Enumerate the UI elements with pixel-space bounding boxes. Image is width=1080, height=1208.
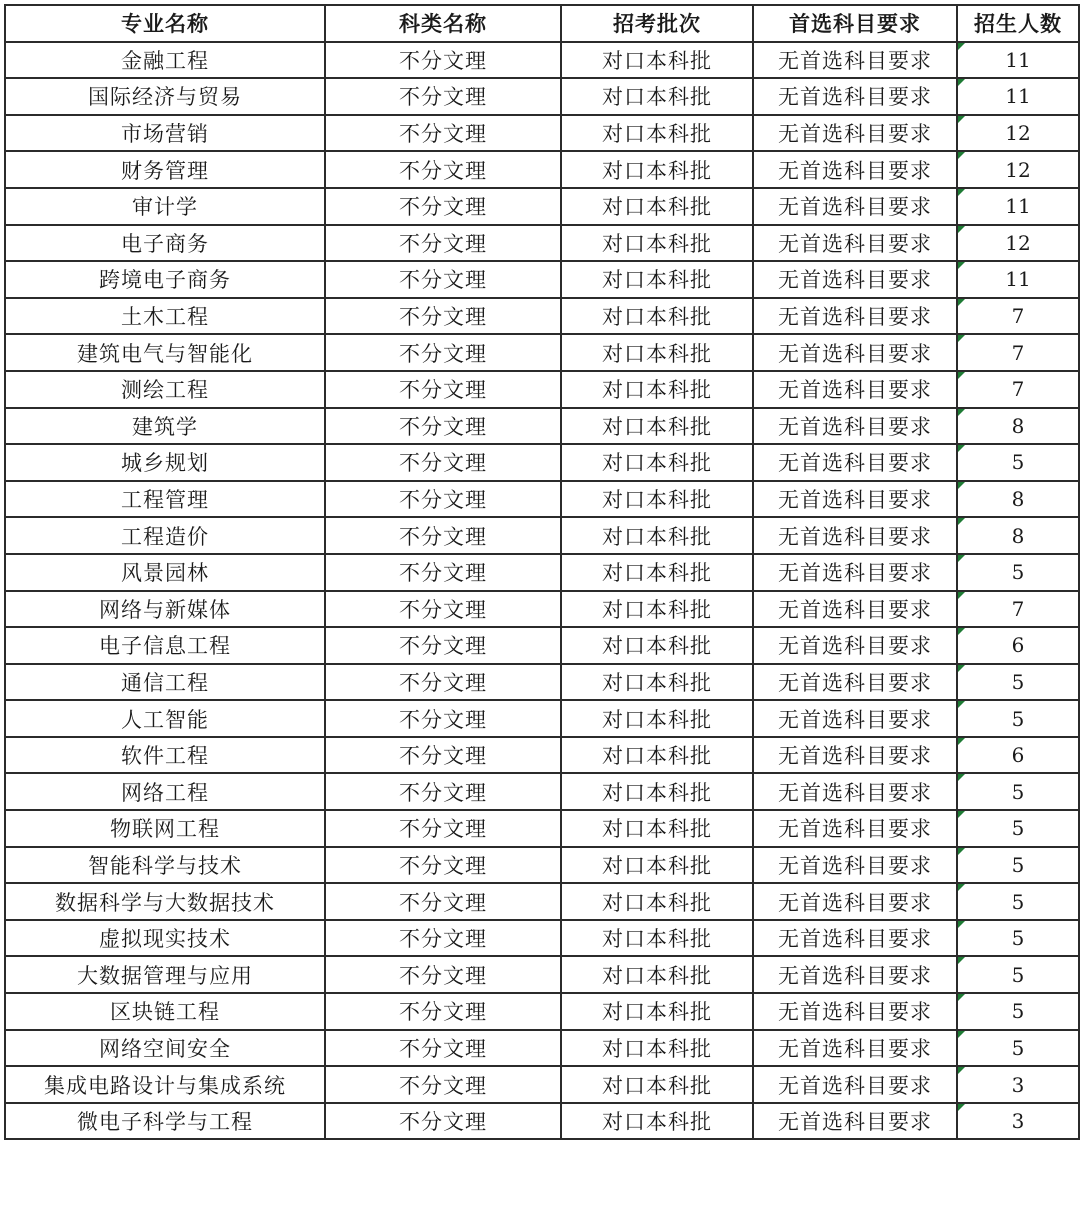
table-row: [5, 664, 1079, 701]
category-cell[interactable]: 不分文理: [325, 810, 561, 847]
enrollment-count-cell[interactable]: [957, 773, 1079, 810]
table-row: [5, 42, 1079, 79]
category-cell[interactable]: 不分文理: [325, 591, 561, 628]
major-name-cell[interactable]: 大数据管理与应用: [5, 956, 325, 993]
major-name-cell[interactable]: 风景园林: [5, 554, 325, 591]
category-cell[interactable]: 不分文理: [325, 1030, 561, 1067]
enrollment-count-value: 5: [1011, 706, 1025, 731]
enrollment-count-cell[interactable]: [957, 591, 1079, 628]
batch-cell[interactable]: 对口本科批: [561, 627, 753, 664]
enrollment-count-cell[interactable]: [957, 188, 1079, 225]
enrollment-count-value: 6: [1011, 633, 1025, 658]
subject-requirement-cell[interactable]: 无首选科目要求: [753, 78, 957, 115]
enrollment-count-cell[interactable]: [957, 627, 1079, 664]
number-stored-as-text-indicator-icon: [958, 189, 965, 196]
subject-requirement-cell[interactable]: 无首选科目要求: [753, 883, 957, 920]
table-row: [5, 847, 1079, 884]
enrollment-count-value: 11: [1005, 267, 1031, 292]
enrollment-count-cell[interactable]: [957, 78, 1079, 115]
category-cell[interactable]: 不分文理: [325, 261, 561, 298]
enrollment-count-value: 5: [1011, 1035, 1025, 1060]
number-stored-as-text-indicator-icon: [958, 628, 965, 635]
number-stored-as-text-indicator-icon: [958, 299, 965, 306]
enrollment-count-cell[interactable]: [957, 151, 1079, 188]
enrollment-count-cell[interactable]: [957, 1066, 1079, 1103]
batch-cell[interactable]: 对口本科批: [561, 883, 753, 920]
number-stored-as-text-indicator-icon: [958, 79, 965, 86]
enrollment-count-cell[interactable]: [957, 700, 1079, 737]
batch-cell[interactable]: 对口本科批: [561, 847, 753, 884]
major-name-cell[interactable]: 区块链工程: [5, 993, 325, 1030]
table-row: [5, 261, 1079, 298]
table-row: [5, 334, 1079, 371]
major-name-cell[interactable]: 国际经济与贸易: [5, 78, 325, 115]
batch-cell[interactable]: 对口本科批: [561, 225, 753, 262]
subject-requirement-cell[interactable]: 无首选科目要求: [753, 993, 957, 1030]
batch-cell[interactable]: 对口本科批: [561, 1103, 753, 1140]
number-stored-as-text-indicator-icon: [958, 409, 965, 416]
subject-requirement-cell[interactable]: 无首选科目要求: [753, 261, 957, 298]
major-name-cell[interactable]: 金融工程: [5, 42, 325, 79]
table-row: [5, 883, 1079, 920]
enrollment-count-cell[interactable]: [957, 225, 1079, 262]
enrollment-count-value: 5: [1011, 962, 1025, 987]
enrollment-count-value: 7: [1011, 340, 1025, 365]
enrollment-count-cell[interactable]: [957, 371, 1079, 408]
subject-requirement-cell[interactable]: 无首选科目要求: [753, 42, 957, 79]
number-stored-as-text-indicator-icon: [958, 665, 965, 672]
table-body: [5, 42, 1079, 1140]
table-row: [5, 993, 1079, 1030]
batch-cell[interactable]: 对口本科批: [561, 591, 753, 628]
batch-cell[interactable]: 对口本科批: [561, 554, 753, 591]
batch-cell[interactable]: 对口本科批: [561, 408, 753, 445]
category-cell[interactable]: 不分文理: [325, 737, 561, 774]
category-cell[interactable]: 不分文理: [325, 42, 561, 79]
number-stored-as-text-indicator-icon: [958, 152, 965, 159]
subject-requirement-cell[interactable]: 无首选科目要求: [753, 517, 957, 554]
major-name-cell[interactable]: 工程管理: [5, 481, 325, 518]
major-name-cell[interactable]: 审计学: [5, 188, 325, 225]
table-row: [5, 1066, 1079, 1103]
enrollment-count-value: 11: [1005, 47, 1031, 72]
table-row: [5, 78, 1079, 115]
number-stored-as-text-indicator-icon: [958, 592, 965, 599]
category-cell[interactable]: 不分文理: [325, 225, 561, 262]
enrollment-count-cell[interactable]: [957, 920, 1079, 957]
number-stored-as-text-indicator-icon: [958, 848, 965, 855]
batch-cell[interactable]: 对口本科批: [561, 920, 753, 957]
enrollment-count-cell[interactable]: [957, 261, 1079, 298]
category-cell[interactable]: 不分文理: [325, 554, 561, 591]
enrollment-count-cell[interactable]: [957, 517, 1079, 554]
batch-cell[interactable]: 对口本科批: [561, 773, 753, 810]
table-row: [5, 956, 1079, 993]
enrollment-count-cell[interactable]: [957, 1103, 1079, 1140]
enrollment-count-value: 6: [1011, 743, 1025, 768]
major-name-cell[interactable]: 通信工程: [5, 664, 325, 701]
major-name-cell[interactable]: 微电子科学与工程: [5, 1103, 325, 1140]
subject-requirement-cell[interactable]: 无首选科目要求: [753, 664, 957, 701]
number-stored-as-text-indicator-icon: [958, 43, 965, 50]
category-cell[interactable]: 不分文理: [325, 517, 561, 554]
major-name-cell[interactable]: 城乡规划: [5, 444, 325, 481]
table-row: [5, 1030, 1079, 1067]
major-name-cell[interactable]: 电子信息工程: [5, 627, 325, 664]
batch-cell[interactable]: 对口本科批: [561, 664, 753, 701]
table-row: [5, 773, 1079, 810]
table-row: [5, 554, 1079, 591]
enrollment-table-container: [4, 4, 1078, 1140]
category-cell[interactable]: 不分文理: [325, 151, 561, 188]
enrollment-count-value: 7: [1011, 377, 1025, 402]
table-header-row: [5, 5, 1079, 42]
batch-cell[interactable]: 对口本科批: [561, 993, 753, 1030]
major-name-cell[interactable]: 网络与新媒体: [5, 591, 325, 628]
table-row: [5, 627, 1079, 664]
enrollment-count-cell[interactable]: [957, 956, 1079, 993]
number-stored-as-text-indicator-icon: [958, 884, 965, 891]
subject-requirement-cell[interactable]: 无首选科目要求: [753, 298, 957, 335]
table-row: [5, 115, 1079, 152]
enrollment-count-cell[interactable]: [957, 408, 1079, 445]
category-cell[interactable]: 不分文理: [325, 664, 561, 701]
subject-requirement-cell[interactable]: 无首选科目要求: [753, 1030, 957, 1067]
header-admission-batch: 招考批次: [561, 5, 753, 42]
number-stored-as-text-indicator-icon: [958, 1104, 965, 1111]
table-row: [5, 298, 1079, 335]
enrollment-count-cell[interactable]: [957, 1030, 1079, 1067]
enrollment-count-value: 5: [1011, 669, 1025, 694]
number-stored-as-text-indicator-icon: [958, 482, 965, 489]
number-stored-as-text-indicator-icon: [958, 445, 965, 452]
subject-requirement-cell[interactable]: 无首选科目要求: [753, 151, 957, 188]
batch-cell[interactable]: 对口本科批: [561, 78, 753, 115]
number-stored-as-text-indicator-icon: [958, 921, 965, 928]
batch-cell[interactable]: 对口本科批: [561, 115, 753, 152]
category-cell[interactable]: 不分文理: [325, 371, 561, 408]
batch-cell[interactable]: 对口本科批: [561, 151, 753, 188]
category-cell[interactable]: 不分文理: [325, 188, 561, 225]
subject-requirement-cell[interactable]: 无首选科目要求: [753, 956, 957, 993]
header-major-name: 专业名称: [5, 5, 325, 42]
number-stored-as-text-indicator-icon: [958, 1031, 965, 1038]
number-stored-as-text-indicator-icon: [958, 335, 965, 342]
subject-requirement-cell[interactable]: 无首选科目要求: [753, 225, 957, 262]
table-row: [5, 700, 1079, 737]
enrollment-count-value: 5: [1011, 450, 1025, 475]
enrollment-count-cell[interactable]: [957, 115, 1079, 152]
enrollment-count-value: 7: [1011, 596, 1025, 621]
major-name-cell[interactable]: 虚拟现实技术: [5, 920, 325, 957]
enrollment-count-cell[interactable]: [957, 554, 1079, 591]
category-cell[interactable]: 不分文理: [325, 444, 561, 481]
table-row: [5, 371, 1079, 408]
number-stored-as-text-indicator-icon: [958, 774, 965, 781]
enrollment-count-value: 5: [1011, 889, 1025, 914]
batch-cell[interactable]: 对口本科批: [561, 1030, 753, 1067]
category-cell[interactable]: 不分文理: [325, 883, 561, 920]
enrollment-count-value: 5: [1011, 816, 1025, 841]
table-row: [5, 444, 1079, 481]
category-cell[interactable]: 不分文理: [325, 481, 561, 518]
enrollment-count-cell[interactable]: [957, 42, 1079, 79]
table-row: [5, 737, 1079, 774]
category-cell[interactable]: 不分文理: [325, 847, 561, 884]
table-row: [5, 1103, 1079, 1140]
number-stored-as-text-indicator-icon: [958, 518, 965, 525]
enrollment-count-cell[interactable]: [957, 334, 1079, 371]
category-cell[interactable]: 不分文理: [325, 334, 561, 371]
number-stored-as-text-indicator-icon: [958, 701, 965, 708]
table-row: [5, 225, 1079, 262]
subject-requirement-cell[interactable]: 无首选科目要求: [753, 371, 957, 408]
enrollment-count-cell[interactable]: [957, 993, 1079, 1030]
enrollment-count-value: 5: [1011, 852, 1025, 877]
batch-cell[interactable]: 对口本科批: [561, 334, 753, 371]
subject-requirement-cell[interactable]: 无首选科目要求: [753, 920, 957, 957]
subject-requirement-cell[interactable]: 无首选科目要求: [753, 408, 957, 445]
major-name-cell[interactable]: 市场营销: [5, 115, 325, 152]
enrollment-count-cell[interactable]: [957, 847, 1079, 884]
number-stored-as-text-indicator-icon: [958, 262, 965, 269]
major-name-cell[interactable]: 智能科学与技术: [5, 847, 325, 884]
enrollment-count-value: 5: [1011, 999, 1025, 1024]
category-cell[interactable]: 不分文理: [325, 1066, 561, 1103]
number-stored-as-text-indicator-icon: [958, 738, 965, 745]
major-name-cell[interactable]: 集成电路设计与集成系统: [5, 1066, 325, 1103]
header-category-name: 科类名称: [325, 5, 561, 42]
category-cell[interactable]: 不分文理: [325, 773, 561, 810]
enrollment-count-value: 5: [1011, 560, 1025, 585]
enrollment-count-value: 8: [1011, 413, 1025, 438]
major-name-cell[interactable]: 物联网工程: [5, 810, 325, 847]
subject-requirement-cell[interactable]: 无首选科目要求: [753, 847, 957, 884]
header-enrollment-count: 招生人数: [957, 5, 1079, 42]
major-name-cell[interactable]: 建筑电气与智能化: [5, 334, 325, 371]
enrollment-count-value: 3: [1011, 1072, 1025, 1097]
major-name-cell[interactable]: 土木工程: [5, 298, 325, 335]
header-preferred-subject: 首选科目要求: [753, 5, 957, 42]
number-stored-as-text-indicator-icon: [958, 555, 965, 562]
major-name-cell[interactable]: 软件工程: [5, 737, 325, 774]
number-stored-as-text-indicator-icon: [958, 994, 965, 1001]
major-name-cell[interactable]: 网络工程: [5, 773, 325, 810]
major-name-cell[interactable]: 电子商务: [5, 225, 325, 262]
major-name-cell[interactable]: 工程造价: [5, 517, 325, 554]
subject-requirement-cell[interactable]: 无首选科目要求: [753, 481, 957, 518]
category-cell[interactable]: 不分文理: [325, 298, 561, 335]
enrollment-count-value: 12: [1005, 230, 1031, 255]
batch-cell[interactable]: 对口本科批: [561, 188, 753, 225]
subject-requirement-cell[interactable]: 无首选科目要求: [753, 1066, 957, 1103]
table-row: [5, 591, 1079, 628]
subject-requirement-cell[interactable]: 无首选科目要求: [753, 773, 957, 810]
table-row: [5, 517, 1079, 554]
category-cell[interactable]: 不分文理: [325, 956, 561, 993]
enrollment-count-value: 5: [1011, 779, 1025, 804]
number-stored-as-text-indicator-icon: [958, 116, 965, 123]
enrollment-count-value: 12: [1005, 121, 1031, 146]
enrollment-count-value: 3: [1011, 1109, 1025, 1134]
subject-requirement-cell[interactable]: 无首选科目要求: [753, 115, 957, 152]
table-row: [5, 810, 1079, 847]
batch-cell[interactable]: 对口本科批: [561, 737, 753, 774]
major-name-cell[interactable]: 建筑学: [5, 408, 325, 445]
number-stored-as-text-indicator-icon: [958, 226, 965, 233]
category-cell[interactable]: 不分文理: [325, 627, 561, 664]
category-cell[interactable]: 不分文理: [325, 408, 561, 445]
table-row: [5, 408, 1079, 445]
category-cell[interactable]: 不分文理: [325, 115, 561, 152]
category-cell[interactable]: 不分文理: [325, 920, 561, 957]
batch-cell[interactable]: 对口本科批: [561, 371, 753, 408]
category-cell[interactable]: 不分文理: [325, 1103, 561, 1140]
subject-requirement-cell[interactable]: 无首选科目要求: [753, 1103, 957, 1140]
major-name-cell[interactable]: 人工智能: [5, 700, 325, 737]
table-row: [5, 188, 1079, 225]
subject-requirement-cell[interactable]: 无首选科目要求: [753, 188, 957, 225]
table-row: [5, 151, 1079, 188]
subject-requirement-cell[interactable]: 无首选科目要求: [753, 627, 957, 664]
batch-cell[interactable]: 对口本科批: [561, 261, 753, 298]
batch-cell[interactable]: 对口本科批: [561, 956, 753, 993]
number-stored-as-text-indicator-icon: [958, 957, 965, 964]
enrollment-count-value: 5: [1011, 926, 1025, 951]
enrollment-count-cell[interactable]: [957, 883, 1079, 920]
enrollment-count-cell[interactable]: [957, 298, 1079, 335]
batch-cell[interactable]: 对口本科批: [561, 700, 753, 737]
batch-cell[interactable]: 对口本科批: [561, 42, 753, 79]
major-name-cell[interactable]: 数据科学与大数据技术: [5, 883, 325, 920]
major-name-cell[interactable]: 财务管理: [5, 151, 325, 188]
enrollment-count-value: 11: [1005, 84, 1031, 109]
batch-cell[interactable]: 对口本科批: [561, 444, 753, 481]
enrollment-count-cell[interactable]: [957, 737, 1079, 774]
batch-cell[interactable]: 对口本科批: [561, 481, 753, 518]
enrollment-count-cell[interactable]: [957, 444, 1079, 481]
number-stored-as-text-indicator-icon: [958, 811, 965, 818]
enrollment-count-value: 8: [1011, 487, 1025, 512]
batch-cell[interactable]: 对口本科批: [561, 1066, 753, 1103]
enrollment-count-value: 11: [1005, 194, 1031, 219]
category-cell[interactable]: 不分文理: [325, 78, 561, 115]
subject-requirement-cell[interactable]: 无首选科目要求: [753, 737, 957, 774]
enrollment-count-value: 7: [1011, 304, 1025, 329]
table-row: [5, 920, 1079, 957]
major-name-cell[interactable]: 跨境电子商务: [5, 261, 325, 298]
enrollment-count-value: 12: [1005, 157, 1031, 182]
major-name-cell[interactable]: 测绘工程: [5, 371, 325, 408]
major-name-cell[interactable]: 网络空间安全: [5, 1030, 325, 1067]
batch-cell[interactable]: 对口本科批: [561, 810, 753, 847]
batch-cell[interactable]: 对口本科批: [561, 298, 753, 335]
subject-requirement-cell[interactable]: 无首选科目要求: [753, 444, 957, 481]
subject-requirement-cell[interactable]: 无首选科目要求: [753, 334, 957, 371]
subject-requirement-cell[interactable]: 无首选科目要求: [753, 554, 957, 591]
number-stored-as-text-indicator-icon: [958, 372, 965, 379]
category-cell[interactable]: 不分文理: [325, 700, 561, 737]
enrollment-count-cell[interactable]: [957, 481, 1079, 518]
table-row: [5, 481, 1079, 518]
number-stored-as-text-indicator-icon: [958, 1067, 965, 1074]
subject-requirement-cell[interactable]: 无首选科目要求: [753, 810, 957, 847]
enrollment-count-cell[interactable]: [957, 810, 1079, 847]
category-cell[interactable]: 不分文理: [325, 993, 561, 1030]
subject-requirement-cell[interactable]: 无首选科目要求: [753, 700, 957, 737]
subject-requirement-cell[interactable]: 无首选科目要求: [753, 591, 957, 628]
batch-cell[interactable]: 对口本科批: [561, 517, 753, 554]
enrollment-table: [4, 4, 1080, 1140]
enrollment-count-cell[interactable]: [957, 664, 1079, 701]
enrollment-count-value: 8: [1011, 523, 1025, 548]
